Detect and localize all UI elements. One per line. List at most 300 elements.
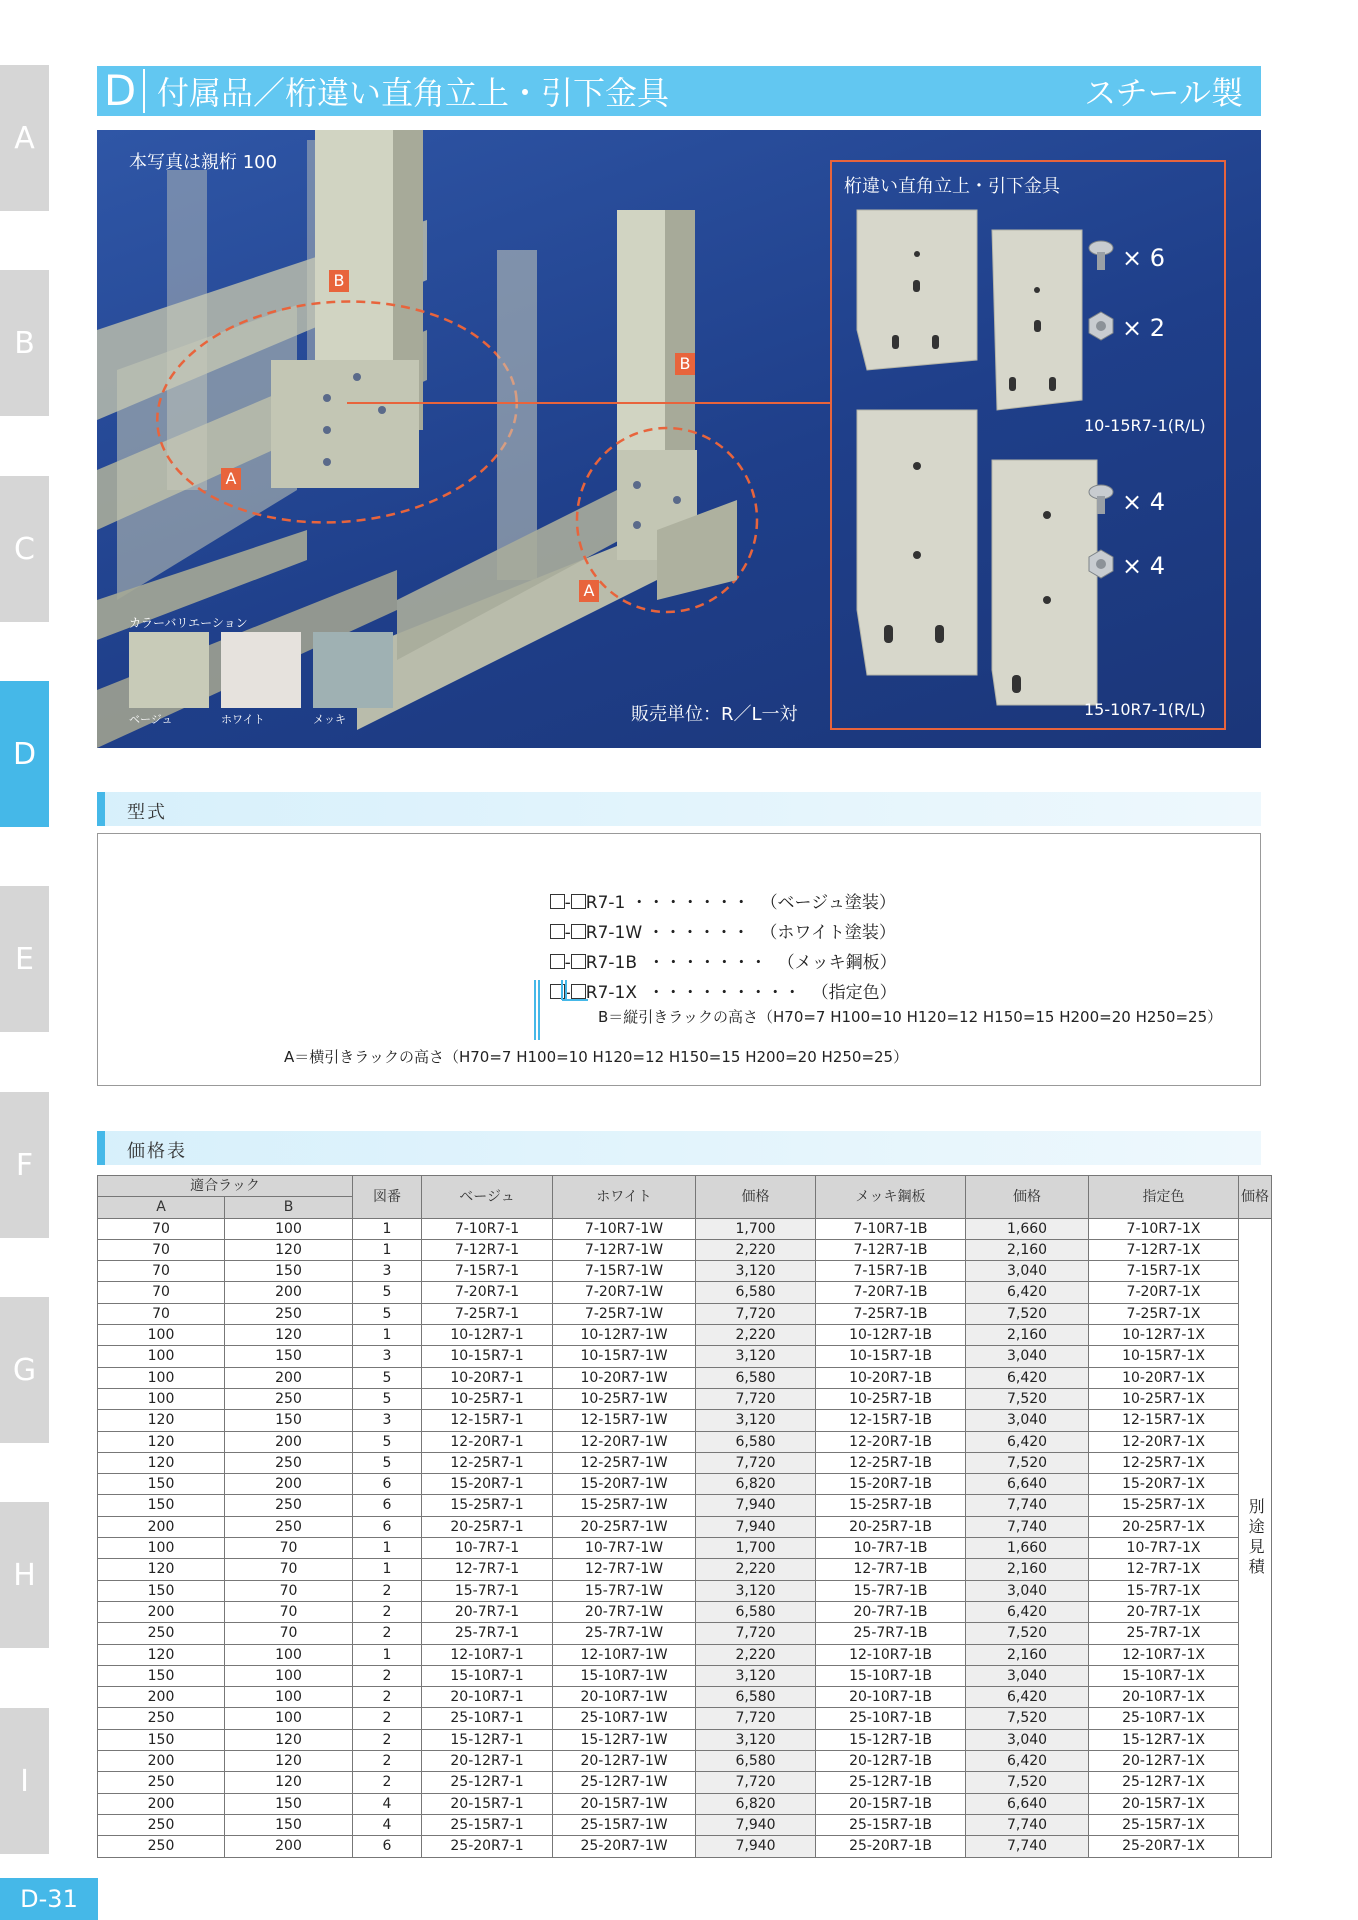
table-row [98, 1239, 1272, 1260]
table-cell: 7-20R7-1 [422, 1282, 553, 1303]
table-cell: 5 [353, 1452, 422, 1473]
table-cell: 200 [98, 1751, 225, 1772]
table-cell: 12-25R7-1X [1089, 1452, 1239, 1473]
marker-a-right: A [579, 580, 599, 602]
table-cell: 20-25R7-1W [553, 1516, 696, 1537]
table-cell: 25-15R7-1W [553, 1814, 696, 1835]
table-cell: 25-20R7-1B [816, 1836, 966, 1857]
table-cell: 6 [353, 1836, 422, 1857]
table-cell: 7,520 [966, 1388, 1089, 1409]
table-cell: 7,720 [696, 1772, 816, 1793]
table-cell: 20-7R7-1W [553, 1601, 696, 1622]
table-cell: 100 [225, 1644, 353, 1665]
table-cell: 12-10R7-1W [553, 1644, 696, 1665]
table-cell: 5 [353, 1282, 422, 1303]
table-cell: 70 [98, 1303, 225, 1324]
table-cell: 1,700 [696, 1218, 816, 1239]
table-cell: 2 [353, 1580, 422, 1601]
table-cell: 150 [98, 1729, 225, 1750]
table-cell: 200 [98, 1601, 225, 1622]
table-cell: 15-7R7-1W [553, 1580, 696, 1601]
table-cell: 10-20R7-1B [816, 1367, 966, 1388]
table-cell: 25-7R7-1B [816, 1623, 966, 1644]
table-cell: 6,580 [696, 1601, 816, 1622]
table-cell: 6,580 [696, 1751, 816, 1772]
table-cell: 7,740 [966, 1836, 1089, 1857]
table-cell: 70 [98, 1261, 225, 1282]
table-cell: 1,660 [966, 1538, 1089, 1559]
table-cell: 20-25R7-1B [816, 1516, 966, 1537]
table-cell: 6 [353, 1516, 422, 1537]
table-row [98, 1388, 1272, 1409]
table-row [98, 1793, 1272, 1814]
table-cell: 10-12R7-1X [1089, 1325, 1239, 1346]
table-cell: 15-25R7-1 [422, 1495, 553, 1516]
table-row [98, 1601, 1272, 1622]
page-number: D-31 [0, 1878, 98, 1920]
sales-unit: 販売単位：R／L一対 [631, 704, 798, 725]
table-cell: 15-7R7-1X [1089, 1580, 1239, 1601]
table-row [98, 1836, 1272, 1857]
table-cell: 250 [225, 1452, 353, 1473]
bolt-qty-upper: × 6 [1122, 244, 1166, 272]
color-variation-title: カラーバリエーション [129, 616, 248, 630]
table-cell: 12-7R7-1X [1089, 1559, 1239, 1580]
model-line: - R7-1B ・・・・・・・ （メッキ鋼板） [528, 928, 897, 993]
table-cell: 100 [98, 1367, 225, 1388]
table-row [98, 1452, 1272, 1473]
product-photo [97, 130, 1261, 748]
table-cell: 4 [353, 1814, 422, 1835]
table-row [98, 1751, 1272, 1772]
table-cell: 20-15R7-1B [816, 1793, 966, 1814]
table-cell: 100 [225, 1687, 353, 1708]
header-fig: 図番 [353, 1176, 422, 1219]
model-leader-lines [518, 980, 718, 1090]
table-cell: 2 [353, 1708, 422, 1729]
table-cell: 3 [353, 1346, 422, 1367]
table-cell: 3 [353, 1410, 422, 1431]
table-cell: 1 [353, 1644, 422, 1665]
table-cell: 15-10R7-1W [553, 1665, 696, 1686]
table-cell: 7-20R7-1X [1089, 1282, 1239, 1303]
table-cell: 150 [98, 1474, 225, 1495]
table-cell: 25-15R7-1X [1089, 1814, 1239, 1835]
table-cell: 70 [225, 1580, 353, 1601]
table-cell: 3,040 [966, 1665, 1089, 1686]
table-cell: 7,940 [696, 1814, 816, 1835]
table-cell: 3 [353, 1261, 422, 1282]
table-cell: 10-20R7-1 [422, 1367, 553, 1388]
side-tab-a[interactable]: A [0, 65, 49, 211]
table-cell: 10-20R7-1X [1089, 1367, 1239, 1388]
model-line: - R7-1X ・・・・・・・・・ （指定色） [528, 958, 897, 1023]
marker-b-left: B [329, 270, 349, 292]
table-cell: 1,660 [966, 1218, 1089, 1239]
header-plated: メッキ鋼板 [816, 1176, 966, 1219]
swatch-white [221, 632, 301, 708]
table-cell: 12-25R7-1W [553, 1452, 696, 1473]
table-cell: 7,740 [966, 1495, 1089, 1516]
table-cell: 6,820 [696, 1474, 816, 1495]
table-cell: 10-15R7-1B [816, 1346, 966, 1367]
table-cell: 6,420 [966, 1367, 1089, 1388]
table-row [98, 1431, 1272, 1452]
table-cell: 10-20R7-1W [553, 1367, 696, 1388]
table-cell: 10-25R7-1W [553, 1388, 696, 1409]
table-cell: 3,120 [696, 1729, 816, 1750]
table-cell: 6,580 [696, 1431, 816, 1452]
swatch-label: ホワイト [221, 713, 265, 726]
model-note-b: B＝縦引きラックの高さ（H70=7 H100=10 H120=12 H150=15 H200=20 H250=25） [598, 1008, 1223, 1026]
table-cell: 70 [225, 1538, 353, 1559]
model-box [97, 833, 1261, 1086]
table-cell: 10-7R7-1B [816, 1538, 966, 1559]
table-row [98, 1516, 1272, 1537]
table-cell: 25-10R7-1B [816, 1708, 966, 1729]
table-cell: 70 [98, 1239, 225, 1260]
table-cell: 7,520 [966, 1623, 1089, 1644]
table-cell: 15-20R7-1W [553, 1474, 696, 1495]
table-cell: 7,520 [966, 1303, 1089, 1324]
table-cell: 15-25R7-1W [553, 1495, 696, 1516]
table-cell: 6,580 [696, 1282, 816, 1303]
table-cell: 7-20R7-1W [553, 1282, 696, 1303]
table-cell: 7-25R7-1W [553, 1303, 696, 1324]
table-cell: 6,420 [966, 1687, 1089, 1708]
table-cell: 10-25R7-1X [1089, 1388, 1239, 1409]
table-row [98, 1623, 1272, 1644]
table-cell: 120 [225, 1772, 353, 1793]
part-code-lower: 15-10R7-1(R/L) [1084, 700, 1206, 719]
table-cell: 2 [353, 1772, 422, 1793]
table-row [98, 1346, 1272, 1367]
table-cell: 250 [225, 1303, 353, 1324]
table-cell: 250 [98, 1836, 225, 1857]
table-cell: 7-15R7-1B [816, 1261, 966, 1282]
table-cell: 7-15R7-1 [422, 1261, 553, 1282]
table-cell: 10-12R7-1B [816, 1325, 966, 1346]
bolt-icon [1086, 240, 1116, 274]
table-row [98, 1303, 1272, 1324]
table-cell: 15-20R7-1B [816, 1474, 966, 1495]
table-cell: 20-12R7-1 [422, 1751, 553, 1772]
part-code-upper: 10-15R7-1(R/L) [1084, 416, 1206, 435]
marker-b-right: B [675, 353, 695, 375]
table-cell: 7,720 [696, 1303, 816, 1324]
table-cell: 5 [353, 1303, 422, 1324]
table-cell: 25-12R7-1X [1089, 1772, 1239, 1793]
table-cell: 200 [225, 1282, 353, 1303]
table-cell: 7-12R7-1B [816, 1239, 966, 1260]
table-cell: 12-25R7-1B [816, 1452, 966, 1473]
table-cell: 7,520 [966, 1708, 1089, 1729]
table-cell: 120 [225, 1239, 353, 1260]
table-cell: 250 [225, 1495, 353, 1516]
swatch-beige [129, 632, 209, 708]
table-cell: 20-15R7-1 [422, 1793, 553, 1814]
table-cell: 25-20R7-1W [553, 1836, 696, 1857]
table-cell: 20-10R7-1W [553, 1687, 696, 1708]
table-row [98, 1729, 1272, 1750]
section-letter: D [97, 69, 145, 113]
table-cell: 15-7R7-1 [422, 1580, 553, 1601]
table-row [98, 1261, 1272, 1282]
table-cell: 250 [225, 1516, 353, 1537]
table-cell: 7-10R7-1B [816, 1218, 966, 1239]
table-cell: 250 [98, 1708, 225, 1729]
table-cell: 7,940 [696, 1495, 816, 1516]
table-cell: 12-7R7-1B [816, 1559, 966, 1580]
table-cell: 6,420 [966, 1431, 1089, 1452]
table-cell: 200 [225, 1474, 353, 1495]
table-cell: 2 [353, 1751, 422, 1772]
table-cell: 150 [225, 1346, 353, 1367]
table-cell: 15-25R7-1B [816, 1495, 966, 1516]
table-cell: 12-15R7-1X [1089, 1410, 1239, 1431]
table-cell: 25-10R7-1W [553, 1708, 696, 1729]
page-header [97, 66, 1261, 116]
table-cell: 100 [98, 1325, 225, 1346]
side-tab-e[interactable]: E [0, 886, 49, 1032]
table-cell: 2 [353, 1687, 422, 1708]
table-cell: 12-10R7-1 [422, 1644, 553, 1665]
table-cell: 7,520 [966, 1772, 1089, 1793]
table-cell: 150 [98, 1495, 225, 1516]
table-cell: 7,740 [966, 1814, 1089, 1835]
table-cell: 12-20R7-1X [1089, 1431, 1239, 1452]
table-cell: 200 [225, 1367, 353, 1388]
table-cell: 6,420 [966, 1751, 1089, 1772]
table-cell: 100 [98, 1538, 225, 1559]
header-white: ホワイト [553, 1176, 696, 1219]
table-cell: 100 [98, 1346, 225, 1367]
table-cell: 7-25R7-1 [422, 1303, 553, 1324]
table-cell: 10-12R7-1 [422, 1325, 553, 1346]
table-cell: 20-10R7-1 [422, 1687, 553, 1708]
side-tab-c[interactable]: C [0, 476, 49, 622]
table-cell: 7-10R7-1 [422, 1218, 553, 1239]
table-cell: 6,640 [966, 1474, 1089, 1495]
table-cell: 150 [225, 1410, 353, 1431]
header-price: 価格 [696, 1176, 816, 1219]
table-cell: 70 [225, 1623, 353, 1644]
table-cell: 100 [98, 1388, 225, 1409]
model-line: - R7-1 ・・・・・・・ （ベージュ塗装） [528, 868, 896, 933]
table-cell: 7-12R7-1 [422, 1239, 553, 1260]
section-title: 価格表 [127, 1141, 187, 1162]
table-cell: 100 [225, 1708, 353, 1729]
side-tab-h[interactable]: H [0, 1502, 49, 1648]
table-row [98, 1474, 1272, 1495]
table-cell: 25-12R7-1 [422, 1772, 553, 1793]
model-note-a: A＝横引きラックの高さ（H70=7 H100=10 H120=12 H150=15 H200=20 H250=25） [284, 1048, 909, 1066]
table-cell: 10-15R7-1W [553, 1346, 696, 1367]
page-title: 付属品／桁違い直角立上・引下金具 [157, 74, 670, 112]
table-cell: 200 [98, 1793, 225, 1814]
table-cell: 1 [353, 1559, 422, 1580]
table-cell: 3,120 [696, 1346, 816, 1367]
table-cell: 12-20R7-1W [553, 1431, 696, 1452]
side-tab-f[interactable]: F [0, 1092, 49, 1238]
table-row [98, 1580, 1272, 1601]
table-cell: 2,160 [966, 1644, 1089, 1665]
table-cell: 12-20R7-1 [422, 1431, 553, 1452]
table-row [98, 1282, 1272, 1303]
table-cell: 12-10R7-1B [816, 1644, 966, 1665]
table-cell: 250 [98, 1772, 225, 1793]
table-cell: 3,040 [966, 1261, 1089, 1282]
table-cell: 12-20R7-1B [816, 1431, 966, 1452]
table-cell: 7,520 [966, 1452, 1089, 1473]
table-cell: 3,040 [966, 1580, 1089, 1601]
table-cell: 6,420 [966, 1601, 1089, 1622]
side-tab-b[interactable]: B [0, 270, 49, 416]
table-cell: 7-25R7-1X [1089, 1303, 1239, 1324]
table-cell: 150 [225, 1261, 353, 1282]
table-cell: 12-10R7-1X [1089, 1644, 1239, 1665]
table-cell: 25-12R7-1W [553, 1772, 696, 1793]
table-cell: 70 [225, 1559, 353, 1580]
table-cell: 100 [225, 1665, 353, 1686]
table-row [98, 1644, 1272, 1665]
table-cell: 150 [98, 1665, 225, 1686]
table-cell: 25-20R7-1 [422, 1836, 553, 1857]
table-cell: 10-7R7-1W [553, 1538, 696, 1559]
table-cell: 5 [353, 1431, 422, 1452]
table-cell: 15-10R7-1 [422, 1665, 553, 1686]
table-cell: 2,160 [966, 1239, 1089, 1260]
table-cell: 1 [353, 1239, 422, 1260]
table-cell: 20-15R7-1X [1089, 1793, 1239, 1814]
table-cell: 25-10R7-1X [1089, 1708, 1239, 1729]
table-cell: 5 [353, 1388, 422, 1409]
table-cell: 7-15R7-1X [1089, 1261, 1239, 1282]
section-title: 型式 [127, 802, 167, 823]
table-cell: 6,580 [696, 1687, 816, 1708]
table-cell: 25-15R7-1 [422, 1814, 553, 1835]
table-cell: 70 [98, 1282, 225, 1303]
side-tab-i[interactable]: I [0, 1708, 49, 1854]
table-cell: 20-25R7-1X [1089, 1516, 1239, 1537]
swatch-label: メッキ [313, 713, 346, 726]
table-cell: 12-7R7-1 [422, 1559, 553, 1580]
price-table-body [98, 1218, 1272, 1857]
section-price [97, 1131, 1261, 1165]
table-cell: 120 [98, 1559, 225, 1580]
table-cell: 7-10R7-1X [1089, 1218, 1239, 1239]
table-row [98, 1814, 1272, 1835]
table-cell: 200 [225, 1431, 353, 1452]
table-cell: 3,120 [696, 1665, 816, 1686]
table-cell: 120 [98, 1644, 225, 1665]
table-cell: 20-7R7-1 [422, 1601, 553, 1622]
table-cell: 25-7R7-1 [422, 1623, 553, 1644]
table-cell: 25-10R7-1 [422, 1708, 553, 1729]
table-cell: 4 [353, 1793, 422, 1814]
section-model [97, 792, 1261, 826]
table-cell: 12-15R7-1B [816, 1410, 966, 1431]
table-cell: 7,720 [696, 1623, 816, 1644]
table-cell: 20-12R7-1W [553, 1751, 696, 1772]
table-cell: 150 [225, 1793, 353, 1814]
header-rack: 適合ラック [98, 1176, 353, 1197]
side-tab-g[interactable]: G [0, 1297, 49, 1443]
table-row [98, 1367, 1272, 1388]
table-cell: 6 [353, 1474, 422, 1495]
table-cell: 2,220 [696, 1239, 816, 1260]
table-cell: 6,420 [966, 1282, 1089, 1303]
table-row [98, 1665, 1272, 1686]
table-cell: 20-12R7-1X [1089, 1751, 1239, 1772]
table-cell: 15-12R7-1B [816, 1729, 966, 1750]
material-label: スチール製 [1084, 74, 1243, 112]
table-cell: 1 [353, 1538, 422, 1559]
table-cell: 10-7R7-1X [1089, 1538, 1239, 1559]
side-tab-d[interactable]: D [0, 681, 49, 827]
table-cell: 1,700 [696, 1538, 816, 1559]
bracket-inset [830, 160, 1226, 730]
table-cell: 10-25R7-1B [816, 1388, 966, 1409]
model-line: - R7-1W ・・・・・・ （ホワイト塗装） [528, 898, 896, 963]
table-cell: 20-12R7-1B [816, 1751, 966, 1772]
swatch-label: ベージュ [129, 713, 173, 726]
nut-icon [1086, 548, 1116, 582]
header-b: B [225, 1197, 353, 1218]
bolt-icon [1086, 484, 1116, 518]
table-cell: 7,720 [696, 1452, 816, 1473]
table-cell: 7,720 [696, 1388, 816, 1409]
table-row [98, 1218, 1272, 1239]
swatch-plated [313, 632, 393, 708]
table-cell: 15-10R7-1B [816, 1665, 966, 1686]
table-cell: 12-15R7-1 [422, 1410, 553, 1431]
table-cell: 3,040 [966, 1346, 1089, 1367]
table-cell: 7-10R7-1W [553, 1218, 696, 1239]
table-cell: 15-12R7-1X [1089, 1729, 1239, 1750]
table-cell: 2 [353, 1665, 422, 1686]
table-cell: 2,220 [696, 1325, 816, 1346]
table-cell: 7,720 [696, 1708, 816, 1729]
table-cell: 25-15R7-1B [816, 1814, 966, 1835]
table-row [98, 1687, 1272, 1708]
table-cell: 3,040 [966, 1410, 1089, 1431]
header-custom: 指定色 [1089, 1176, 1239, 1219]
table-cell: 25-7R7-1W [553, 1623, 696, 1644]
table-cell: 20-10R7-1X [1089, 1687, 1239, 1708]
table-row [98, 1772, 1272, 1793]
table-cell: 12-7R7-1W [553, 1559, 696, 1580]
header-beige: ベージュ [422, 1176, 553, 1219]
header-a: A [98, 1197, 225, 1218]
table-cell: 15-25R7-1X [1089, 1495, 1239, 1516]
table-cell: 10-25R7-1 [422, 1388, 553, 1409]
table-cell: 150 [98, 1580, 225, 1601]
table-cell: 2 [353, 1601, 422, 1622]
table-cell: 20-15R7-1W [553, 1793, 696, 1814]
table-cell: 2 [353, 1623, 422, 1644]
table-cell: 25-20R7-1X [1089, 1836, 1239, 1857]
table-cell: 3,120 [696, 1261, 816, 1282]
table-cell: 2,160 [966, 1325, 1089, 1346]
table-cell: 15-12R7-1W [553, 1729, 696, 1750]
table-cell: 150 [225, 1814, 353, 1835]
table-cell: 7-20R7-1B [816, 1282, 966, 1303]
nut-qty-upper: × 2 [1122, 314, 1166, 342]
table-cell: 25-12R7-1B [816, 1772, 966, 1793]
table-cell: 250 [225, 1388, 353, 1409]
table-cell: 20-7R7-1X [1089, 1601, 1239, 1622]
